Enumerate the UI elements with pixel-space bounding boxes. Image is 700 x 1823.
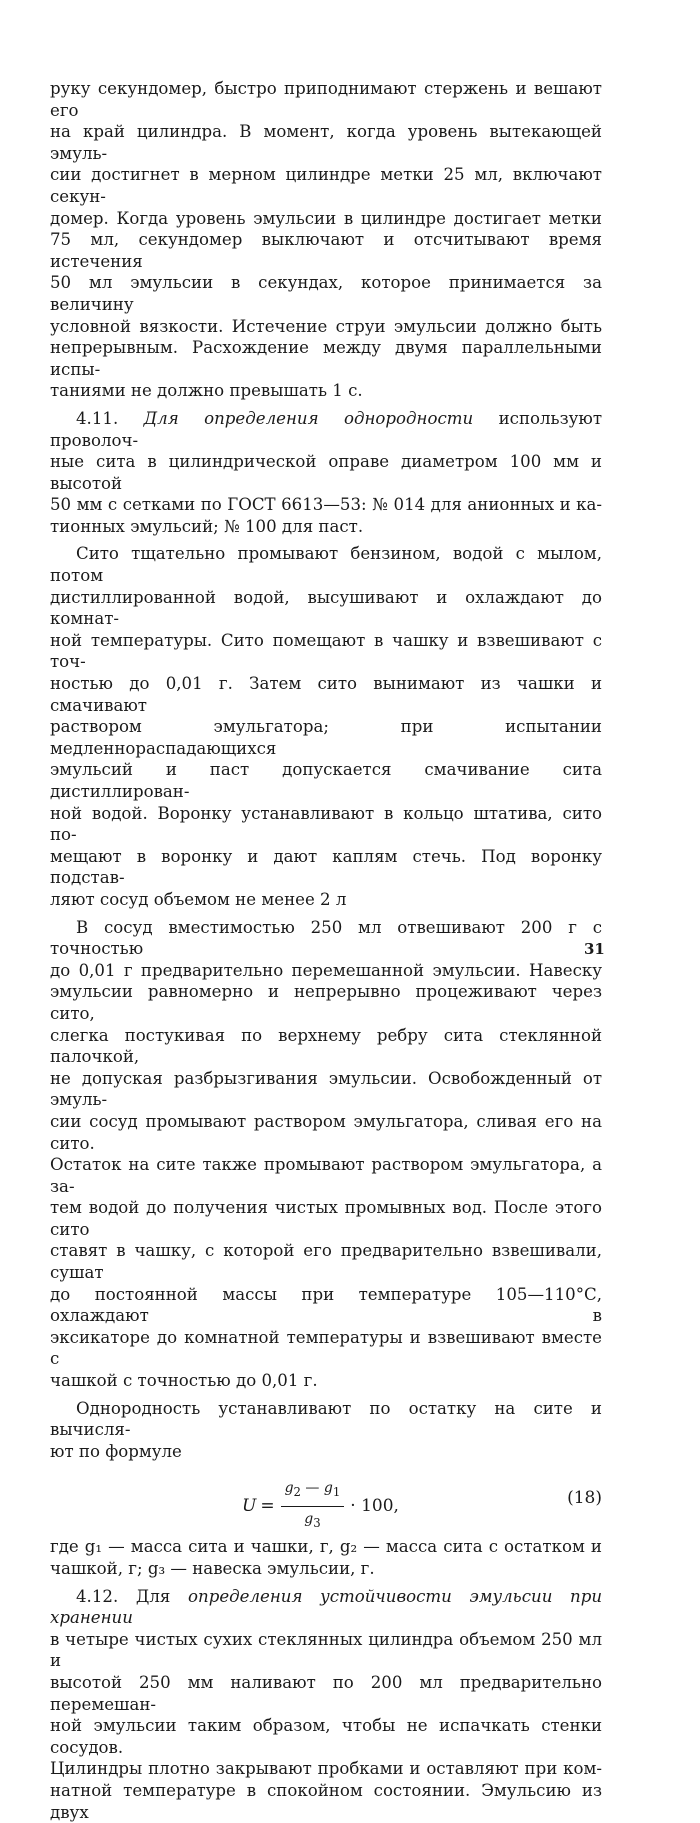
- text-line: сии сосуд промывают раствором эмульгатора, сливая его на сито.: [50, 1111, 602, 1153]
- text-line: условной вязкости. Истечение струи эмульсии должно быть: [50, 316, 602, 336]
- text-line: 75 мл, секундомер выключают и отсчитывают время истечения: [50, 230, 602, 271]
- section-4-12-first-line: [50, 1586, 602, 1629]
- text-line: натной температуре в спокойном состоянии. Эмульсию из двух: [50, 1780, 602, 1822]
- formula-lhs: U: [242, 1495, 257, 1516]
- paragraph-continuation: [50, 78, 602, 402]
- formula-subscript: 1: [332, 1485, 341, 1500]
- section-number: 4.11.: [76, 408, 119, 428]
- section-heading-italic: определения устойчивости эмульсии при хранении: [50, 1586, 603, 1628]
- paragraph-procedure: [50, 917, 602, 1392]
- text-line: ной водой. Воронку устанавливают в кольцо штатива, сито по-: [50, 803, 602, 845]
- text-line: чашкой, г; g₃ — навеска эмульсии, г.: [50, 1559, 375, 1578]
- formula-18: [50, 1472, 602, 1528]
- text-line: где g₁ — масса сита и чашки, г, g₂ — масса сита с остатком и: [50, 1537, 602, 1557]
- text-line: эмульсии равномерно и непрерывно процеживают через сито,: [50, 982, 602, 1023]
- text-line: ной температуры. Сито помещают в чашку и взвешивают с точ-: [50, 630, 602, 672]
- text-line: слегка постукивая по верхнему ребру сита стеклянной палочкой,: [50, 1025, 602, 1067]
- formula-equals: =: [260, 1495, 275, 1516]
- formula-body: [242, 1478, 399, 1534]
- formula-subscript: 2: [293, 1485, 301, 1500]
- formula-var: g: [304, 1510, 314, 1527]
- text-line: ные сита в цилиндрической оправе диаметром 100 мм и высотой: [50, 452, 602, 493]
- formula-minus: —: [305, 1480, 320, 1497]
- text-fragment: Для: [135, 1586, 171, 1606]
- text-line: чашкой с точностью до 0,01 г.: [50, 1371, 318, 1391]
- text-line: 50 мл эмульсии в секундах, которое принимается за величину: [50, 273, 602, 314]
- text-line: ностью до 0,01 г. Затем сито вынимают из чашки и смачивают: [50, 674, 602, 715]
- paragraph-sieve-prep: [50, 543, 602, 910]
- text-line: непрерывным. Расхождение между двумя параллельными испы-: [50, 338, 602, 379]
- text-line: Цилиндры плотно закрывают пробками и оставляют при ком-: [50, 1759, 602, 1779]
- text-line: эксикаторе до комнатной температуры и взвешивают вместе с: [50, 1327, 602, 1369]
- section-heading-italic: Для определения однородности: [143, 408, 474, 428]
- text-line: эмульсий и паст допускается смачивание сита дистиллирован-: [50, 760, 602, 801]
- section-4-11-first-line: [50, 408, 602, 451]
- formula-subscript: 3: [313, 1515, 321, 1530]
- document-page: [50, 78, 602, 1823]
- text-line: дистиллированной водой, высушивают и охлаждают до комнат-: [50, 587, 602, 629]
- equation-number: (18): [567, 1488, 602, 1509]
- text-line: тионных эмульсий; № 100 для паст.: [50, 516, 364, 536]
- text-line: тем водой до получения чистых промывных вод. После этого сито: [50, 1198, 602, 1239]
- text-line: ют по формуле: [50, 1441, 182, 1461]
- formula-multiplier: · 100,: [350, 1495, 399, 1516]
- text-line: не допуская разбрызгивания эмульсии. Освобожденный от эмуль-: [50, 1068, 602, 1110]
- text-line: ставят в чашку, с которой его предварительно взвешивали, сушат: [50, 1241, 602, 1283]
- text-line: Однородность устанавливают по остатку на сите и вычисля-: [50, 1398, 602, 1440]
- formula-var: g: [323, 1480, 333, 1497]
- paragraph-formula-intro: [50, 1398, 602, 1463]
- text-line: руку секундомер, быстро приподнимают стержень и вешают его: [50, 79, 602, 120]
- text-line: домер. Когда уровень эмульсии в цилиндре достигает метки: [50, 208, 602, 228]
- text-fragment: используют проволоч-: [50, 408, 603, 450]
- text-line: В сосуд вместимостью 250 мл отвешивают 200 г с точностью: [50, 917, 602, 959]
- page-number: 31: [584, 940, 605, 958]
- text-line: Сито тщательно промывают бензином, водой с мылом, потом: [50, 544, 602, 586]
- text-line: до постоянной массы при температуре 105—110°С, охлаждают в: [50, 1284, 602, 1326]
- text-line: до 0,01 г предварительно перемешанной эмульсии. Навеску: [50, 960, 602, 980]
- text-line: раствором эмульгатора; при испытании медленнораспадающихся: [50, 717, 602, 758]
- formula-denominator: [304, 1507, 320, 1534]
- text-line: мещают в воронку и дают каплям стечь. Под воронку подстав-: [50, 846, 602, 888]
- section-number: 4.12.: [76, 1586, 119, 1606]
- section-4-12: [50, 1586, 602, 1823]
- text-line: в четыре чистых сухих стеклянных цилиндра объемом 250 мл и: [50, 1629, 602, 1671]
- text-line: на край цилиндра. В момент, когда уровень вытекающей эмуль-: [50, 122, 602, 163]
- text-line: 50 мм с сетками по ГОСТ 6613—53: № 014 для анионных и ка-: [50, 495, 602, 515]
- formula-legend: [50, 1536, 602, 1579]
- formula-fraction: [281, 1478, 345, 1534]
- section-4-11: [50, 408, 602, 538]
- text-line: Остаток на сите также промывают раствором эмульгатора, а за-: [50, 1155, 602, 1196]
- text-line: ной эмульсии таким образом, чтобы не испачкать стенки сосудов.: [50, 1716, 602, 1757]
- text-line: ляют сосуд объемом не менее 2 л: [50, 889, 347, 909]
- text-line: высотой 250 мм наливают по 200 мл предварительно перемешан-: [50, 1672, 602, 1714]
- formula-numerator: [281, 1478, 345, 1506]
- formula-var: g: [284, 1480, 294, 1497]
- text-line: таниями не должно превышать 1 с.: [50, 381, 363, 401]
- text-line: сии достигнет в мерном цилиндре метки 25 мл, включают секун-: [50, 165, 602, 206]
